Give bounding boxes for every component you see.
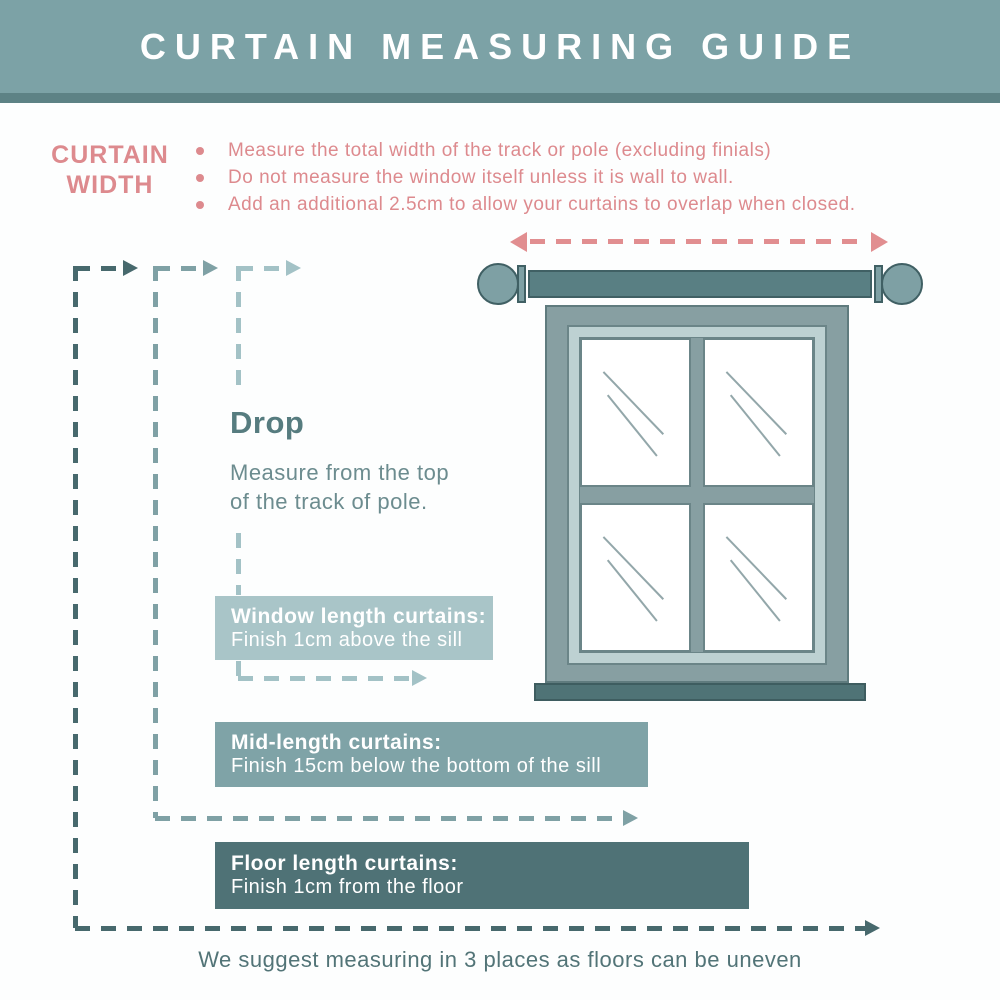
window-sill [534, 683, 866, 701]
mid-measure-line-top [155, 266, 203, 271]
arrowhead-right-icon [865, 920, 880, 936]
bullet-text: Add an additional 2.5cm to allow your curtains to overlap when closed. [228, 194, 856, 215]
bullet-dot-icon [196, 147, 204, 155]
window-pane [703, 338, 814, 487]
curtain-width-bullet-list [196, 140, 856, 221]
drop-description [230, 458, 449, 516]
glass-reflection-icon [705, 340, 812, 485]
floor-length-subtitle: Finish 1cm from the floor [231, 876, 464, 898]
curtain-width-label [40, 140, 180, 200]
floor-length-box [215, 842, 749, 909]
header-accent-strip [0, 93, 1000, 103]
mid-measure-line-bottom [155, 816, 623, 821]
pole-finial-right-icon [881, 263, 923, 305]
arrowhead-right-icon [412, 670, 427, 686]
mid-length-box [215, 722, 648, 787]
glass-reflection-icon [582, 505, 689, 650]
floor-measure-line-top [75, 266, 123, 271]
window-pane [580, 338, 691, 487]
window-illustration [545, 305, 849, 683]
window-measure-line-top [238, 266, 286, 271]
glass-reflection-icon [705, 505, 812, 650]
glass-reflection-icon [582, 340, 689, 485]
page-title: CURTAIN MEASURING GUIDE [139, 25, 861, 67]
window-pane [580, 503, 691, 652]
drop-title: Drop [230, 405, 305, 440]
floor-length-title: Floor length curtains: [231, 852, 458, 875]
drop-description-line1: Measure from the top [230, 460, 450, 485]
curtain-width-label-line1: CURTAIN [51, 141, 169, 169]
floor-measure-line-vertical [73, 266, 78, 928]
window-length-box [215, 596, 493, 660]
bullet-text: Measure the total width of the track or pole (excluding finials) [228, 140, 772, 161]
bullet-dot-icon [196, 201, 204, 209]
window-measure-line-vertical-1 [236, 266, 241, 390]
curtain-pole [528, 270, 872, 298]
mid-length-title: Mid-length curtains: [231, 731, 442, 754]
footer-note: We suggest measuring in 3 places as floors can be uneven [198, 947, 802, 972]
arrowhead-right-icon [623, 810, 638, 826]
mid-length-subtitle: Finish 15cm below the bottom of the sill [231, 755, 602, 777]
bullet-item [196, 140, 856, 167]
window-pane-grid [579, 337, 815, 653]
drop-description-line2: of the track of pole. [230, 489, 428, 514]
window-measure-line-vertical-2 [236, 533, 241, 595]
bullet-item [196, 167, 856, 194]
dashed-line [530, 239, 868, 244]
mid-measure-line-vertical [153, 266, 158, 818]
arrowhead-right-icon [286, 260, 301, 276]
window-length-subtitle: Finish 1cm above the sill [231, 628, 463, 651]
arrowhead-right-icon [203, 260, 218, 276]
curtain-width-label-line2: WIDTH [66, 171, 154, 199]
window-measure-line-bottom [238, 676, 412, 681]
header-bar [0, 0, 1000, 93]
window-inner-frame [567, 325, 827, 665]
bullet-dot-icon [196, 174, 204, 182]
bullet-text: Do not measure the window itself unless it is wall to wall. [228, 167, 734, 188]
arrowhead-left-icon [510, 232, 527, 252]
bullet-item [196, 194, 856, 221]
pole-finial-left-icon [477, 263, 519, 305]
arrowhead-right-icon [123, 260, 138, 276]
width-measure-arrow [510, 232, 888, 252]
floor-measure-line-bottom [75, 926, 865, 931]
window-length-title: Window length curtains: [231, 604, 487, 628]
window-pane [703, 503, 814, 652]
arrowhead-right-icon [871, 232, 888, 252]
